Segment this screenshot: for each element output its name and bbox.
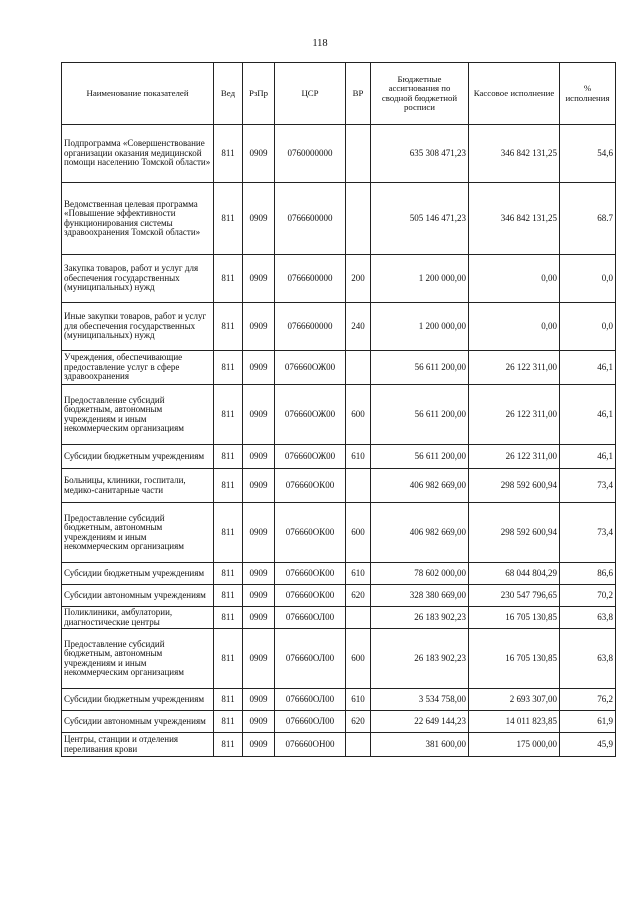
row-csr-cell: 0766600000 <box>275 183 346 255</box>
row-cash-cell: 175 000,00 <box>469 733 560 757</box>
row-assignments-cell: 406 982 669,00 <box>371 469 469 503</box>
row-vr-cell: 610 <box>346 445 371 469</box>
row-cash-cell: 26 122 311,00 <box>469 351 560 385</box>
row-percent-cell: 46,1 <box>560 385 616 445</box>
row-cash-cell: 0,00 <box>469 303 560 351</box>
table-row <box>62 585 616 607</box>
row-vr-cell <box>346 607 371 629</box>
row-percent-cell: 46,1 <box>560 445 616 469</box>
table-row <box>62 351 616 385</box>
row-cash-cell: 68 044 804,29 <box>469 563 560 585</box>
row-csr-cell: 076660ОН00 <box>275 733 346 757</box>
row-percent-cell: 46,1 <box>560 351 616 385</box>
header-ved: Вед <box>214 63 243 125</box>
row-assignments-cell: 635 308 471,23 <box>371 125 469 183</box>
header-vr: ВР <box>346 63 371 125</box>
row-percent-cell: 86,6 <box>560 563 616 585</box>
row-vr-cell <box>346 183 371 255</box>
row-name-cell: Субсидии бюджетным учреждениям <box>62 689 214 711</box>
row-assignments-cell: 328 380 669,00 <box>371 585 469 607</box>
row-assignments-cell: 56 611 200,00 <box>371 351 469 385</box>
row-ved-cell: 811 <box>214 125 243 183</box>
row-cash-cell: 298 592 600,94 <box>469 469 560 503</box>
row-name-cell: Субсидии бюджетным учреждениям <box>62 563 214 585</box>
row-cash-cell: 16 705 130,85 <box>469 629 560 689</box>
row-rzpr-cell: 0909 <box>243 125 275 183</box>
row-rzpr-cell: 0909 <box>243 303 275 351</box>
row-percent-cell: 63,8 <box>560 629 616 689</box>
row-vr-cell: 620 <box>346 711 371 733</box>
row-rzpr-cell: 0909 <box>243 607 275 629</box>
row-cash-cell: 298 592 600,94 <box>469 503 560 563</box>
row-assignments-cell: 381 600,00 <box>371 733 469 757</box>
row-cash-cell: 16 705 130,85 <box>469 607 560 629</box>
row-vr-cell <box>346 733 371 757</box>
row-percent-cell: 73,4 <box>560 503 616 563</box>
row-percent-cell: 73,4 <box>560 469 616 503</box>
table-row <box>62 255 616 303</box>
row-vr-cell <box>346 125 371 183</box>
row-csr-cell: 076660ОЖ00 <box>275 445 346 469</box>
row-rzpr-cell: 0909 <box>243 385 275 445</box>
row-ved-cell: 811 <box>214 711 243 733</box>
row-rzpr-cell: 0909 <box>243 183 275 255</box>
row-name-cell: Ведомственная целевая программа «Повышение эффективности функционирования системы здравоохранения Томской области» <box>62 183 214 255</box>
row-vr-cell: 200 <box>346 255 371 303</box>
row-csr-cell: 0760000000 <box>275 125 346 183</box>
page-number: 118 <box>312 38 328 49</box>
row-ved-cell: 811 <box>214 385 243 445</box>
row-csr-cell: 076660ОЛ00 <box>275 607 346 629</box>
row-rzpr-cell: 0909 <box>243 445 275 469</box>
row-name-cell: Больницы, клиники, госпитали, медико-санитарные части <box>62 469 214 503</box>
row-name-cell: Субсидии автономным учреждениям <box>62 711 214 733</box>
row-percent-cell: 0,0 <box>560 255 616 303</box>
row-assignments-cell: 406 982 669,00 <box>371 503 469 563</box>
header-rzpr: РзПр <box>243 63 275 125</box>
row-vr-cell: 600 <box>346 503 371 563</box>
row-assignments-cell: 1 200 000,00 <box>371 255 469 303</box>
table-row <box>62 503 616 563</box>
row-csr-cell: 076660ОЖ00 <box>275 385 346 445</box>
row-csr-cell: 076660ОЛ00 <box>275 689 346 711</box>
row-percent-cell: 61,9 <box>560 711 616 733</box>
row-rzpr-cell: 0909 <box>243 585 275 607</box>
row-assignments-cell: 22 649 144,23 <box>371 711 469 733</box>
row-name-cell: Субсидии бюджетным учреждениям <box>62 445 214 469</box>
row-name-cell: Субсидии автономным учреждениям <box>62 585 214 607</box>
row-ved-cell: 811 <box>214 303 243 351</box>
row-percent-cell: 0,0 <box>560 303 616 351</box>
row-percent-cell: 45,9 <box>560 733 616 757</box>
row-cash-cell: 14 011 823,85 <box>469 711 560 733</box>
budget-execution-table <box>61 62 616 757</box>
row-name-cell: Иные закупки товаров, работ и услуг для обеспечения государственных (муниципальных) нужд <box>62 303 214 351</box>
row-cash-cell: 230 547 796,65 <box>469 585 560 607</box>
header-csr: ЦСР <box>275 63 346 125</box>
table-header-row <box>62 63 616 125</box>
row-cash-cell: 346 842 131,25 <box>469 125 560 183</box>
row-percent-cell: 76,2 <box>560 689 616 711</box>
row-assignments-cell: 26 183 902,23 <box>371 629 469 689</box>
row-assignments-cell: 1 200 000,00 <box>371 303 469 351</box>
row-ved-cell: 811 <box>214 503 243 563</box>
row-rzpr-cell: 0909 <box>243 469 275 503</box>
row-vr-cell: 240 <box>346 303 371 351</box>
row-ved-cell: 811 <box>214 563 243 585</box>
row-vr-cell: 600 <box>346 629 371 689</box>
row-ved-cell: 811 <box>214 733 243 757</box>
row-ved-cell: 811 <box>214 629 243 689</box>
row-ved-cell: 811 <box>214 689 243 711</box>
row-name-cell: Подпрограмма «Совершенствование организации оказания медицинской помощи населению Томской области» <box>62 125 214 183</box>
row-percent-cell: 70,2 <box>560 585 616 607</box>
table-row <box>62 607 616 629</box>
table-row <box>62 689 616 711</box>
row-csr-cell: 076660ОК00 <box>275 563 346 585</box>
row-name-cell: Предоставление субсидий бюджетным, автономным учреждениям и иным некоммерческим организациям <box>62 385 214 445</box>
table-row <box>62 629 616 689</box>
table-row <box>62 445 616 469</box>
header-percent: % исполнения <box>560 63 616 125</box>
row-percent-cell: 54,6 <box>560 125 616 183</box>
row-ved-cell: 811 <box>214 469 243 503</box>
row-csr-cell: 076660ОЛ00 <box>275 629 346 689</box>
row-rzpr-cell: 0909 <box>243 733 275 757</box>
table-row <box>62 469 616 503</box>
row-name-cell: Предоставление субсидий бюджетным, автономным учреждениям и иным некоммерческим организациям <box>62 503 214 563</box>
row-assignments-cell: 56 611 200,00 <box>371 385 469 445</box>
row-cash-cell: 0,00 <box>469 255 560 303</box>
row-percent-cell: 68.7 <box>560 183 616 255</box>
row-name-cell: Предоставление субсидий бюджетным, автономным учреждениям и иным некоммерческим организациям <box>62 629 214 689</box>
row-csr-cell: 0766600000 <box>275 303 346 351</box>
table-row <box>62 125 616 183</box>
row-ved-cell: 811 <box>214 607 243 629</box>
row-csr-cell: 076660ОК00 <box>275 469 346 503</box>
row-rzpr-cell: 0909 <box>243 503 275 563</box>
row-csr-cell: 076660ОЖ00 <box>275 351 346 385</box>
row-assignments-cell: 26 183 902,23 <box>371 607 469 629</box>
header-assignments: Бюджетные ассигнования по сводной бюджетной росписи <box>371 63 469 125</box>
row-assignments-cell: 505 146 471,23 <box>371 183 469 255</box>
row-vr-cell: 600 <box>346 385 371 445</box>
row-cash-cell: 26 122 311,00 <box>469 385 560 445</box>
row-vr-cell <box>346 351 371 385</box>
row-vr-cell: 620 <box>346 585 371 607</box>
row-ved-cell: 811 <box>214 351 243 385</box>
row-vr-cell: 610 <box>346 689 371 711</box>
row-ved-cell: 811 <box>214 585 243 607</box>
row-rzpr-cell: 0909 <box>243 255 275 303</box>
row-cash-cell: 2 693 307,00 <box>469 689 560 711</box>
row-rzpr-cell: 0909 <box>243 689 275 711</box>
row-rzpr-cell: 0909 <box>243 711 275 733</box>
row-csr-cell: 076660ОК00 <box>275 585 346 607</box>
row-assignments-cell: 3 534 758,00 <box>371 689 469 711</box>
row-rzpr-cell: 0909 <box>243 351 275 385</box>
table-row <box>62 303 616 351</box>
table-row <box>62 385 616 445</box>
row-name-cell: Центры, станции и отделения переливания крови <box>62 733 214 757</box>
table-row <box>62 733 616 757</box>
row-ved-cell: 811 <box>214 255 243 303</box>
row-csr-cell: 076660ОЛ00 <box>275 711 346 733</box>
table-row <box>62 563 616 585</box>
row-csr-cell: 0766600000 <box>275 255 346 303</box>
row-assignments-cell: 78 602 000,00 <box>371 563 469 585</box>
row-ved-cell: 811 <box>214 445 243 469</box>
row-name-cell: Закупка товаров, работ и услуг для обеспечения государственных (муниципальных) нужд <box>62 255 214 303</box>
row-name-cell: Учреждения, обеспечивающие предоставление услуг в сфере здравоохранения <box>62 351 214 385</box>
row-ved-cell: 811 <box>214 183 243 255</box>
table-row <box>62 711 616 733</box>
row-assignments-cell: 56 611 200,00 <box>371 445 469 469</box>
row-vr-cell: 610 <box>346 563 371 585</box>
row-rzpr-cell: 0909 <box>243 563 275 585</box>
row-percent-cell: 63,8 <box>560 607 616 629</box>
row-name-cell: Поликлиники, амбулатории, диагностические центры <box>62 607 214 629</box>
header-cash: Кассовое исполнение <box>469 63 560 125</box>
row-csr-cell: 076660ОК00 <box>275 503 346 563</box>
row-cash-cell: 346 842 131,25 <box>469 183 560 255</box>
table-row <box>62 183 616 255</box>
row-cash-cell: 26 122 311,00 <box>469 445 560 469</box>
row-rzpr-cell: 0909 <box>243 629 275 689</box>
header-name: Наименование показателей <box>62 63 214 125</box>
row-vr-cell <box>346 469 371 503</box>
